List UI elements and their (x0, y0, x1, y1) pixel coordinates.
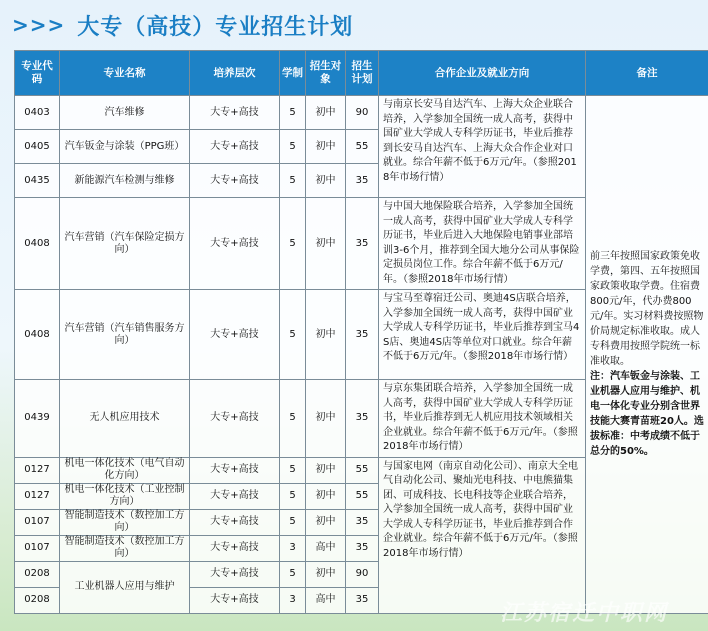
col-header-coop: 合作企业及就业方向 (379, 51, 586, 96)
col-header-duration: 学制 (280, 51, 306, 96)
cell-level: 大专+高技 (190, 164, 280, 198)
note-text: 前三年按照国家政策免收学费，第四、五年按照国家政策收取学费。住宿费800元/年，代办费800元/年。实习材料费按照物价局规定标准收取。成人专科费用按照学院统一标准收取。 (590, 251, 704, 368)
cell-name: 无人机应用技术 (60, 380, 190, 458)
cell-plan: 35 (346, 290, 379, 380)
cell-code: 0127 (15, 457, 60, 483)
cell-plan: 90 (346, 561, 379, 587)
cell-code: 0107 (15, 509, 60, 535)
cell-target: 初中 (306, 96, 346, 130)
cell-code: 0208 (15, 561, 60, 587)
cell-coop-sales: 与宝马至尊宿迁公司、奥迪4S店联合培养，入学参加全国统一成人高考，获得中国矿业大学成人专科学历证书，毕业后推荐到宝马4S店、奥迪4S店等单位对口就业。综合年薪不低于6万元/年。（参照2018年市场行情） (379, 290, 586, 380)
cell-target: 高中 (306, 587, 346, 613)
cell-target: 初中 (306, 561, 346, 587)
cell-duration: 5 (280, 380, 306, 458)
cell-duration: 5 (280, 457, 306, 483)
table-row (15, 96, 708, 130)
cell-code: 0127 (15, 483, 60, 509)
cell-code: 0408 (15, 198, 60, 290)
cell-code: 0107 (15, 535, 60, 561)
cell-plan: 35 (346, 380, 379, 458)
col-header-code: 专业代码 (15, 51, 60, 96)
cell-code: 0408 (15, 290, 60, 380)
cell-plan: 90 (346, 96, 379, 130)
cell-duration: 5 (280, 290, 306, 380)
cell-plan: 35 (346, 164, 379, 198)
cell-name: 汽车营销（汽车销售服务方向） (60, 290, 190, 380)
note-bold-text: 注：汽车钣金与涂装、工业机器人应用与维护、机电一体化专业分别含世界技能大赛青苗班20人。选拔标准：中考成绩不低于总分的50%。 (590, 371, 704, 458)
cell-coop-drone: 与京东集团联合培养，入学参加全国统一成人高考，获得中国矿业大学成人专科学历证书，毕业后推荐到无人机应用技术领域相关企业就业。综合年薪不低于6万元/年。（参照2018年市场行情） (379, 380, 586, 458)
cell-duration: 5 (280, 96, 306, 130)
cell-level: 大专+高技 (190, 561, 280, 587)
cell-level: 大专+高技 (190, 198, 280, 290)
cell-code: 0435 (15, 164, 60, 198)
cell-target: 初中 (306, 509, 346, 535)
cell-level: 大专+高技 (190, 290, 280, 380)
cell-target: 初中 (306, 164, 346, 198)
cell-name: 智能制造技术（数控加工方向） (60, 509, 190, 535)
cell-duration: 5 (280, 483, 306, 509)
cell-code: 0405 (15, 130, 60, 164)
cell-plan: 35 (346, 509, 379, 535)
cell-name: 汽车维修 (60, 96, 190, 130)
cell-name: 汽车营销（汽车保险定损方向） (60, 198, 190, 290)
cell-level: 大专+高技 (190, 587, 280, 613)
cell-duration: 3 (280, 587, 306, 613)
section-header (0, 0, 708, 50)
cell-duration: 5 (280, 130, 306, 164)
watermark: 江苏宿迁中职网 (499, 601, 668, 626)
cell-target: 初中 (306, 290, 346, 380)
cell-name: 汽车钣金与涂装（PPG班） (60, 130, 190, 164)
cell-duration: 5 (280, 198, 306, 290)
cell-level: 大专+高技 (190, 457, 280, 483)
col-header-note: 备注 (586, 51, 708, 96)
cell-level: 大专+高技 (190, 483, 280, 509)
col-header-level: 培养层次 (190, 51, 280, 96)
page-title: 大专（高技）专业招生计划 (77, 14, 354, 40)
table-header-row (15, 51, 708, 96)
cell-target: 初中 (306, 198, 346, 290)
cell-code: 0208 (15, 587, 60, 613)
cell-coop-electrical: 与国家电网（南京自动化公司）、南京大全电气自动化公司、聚灿光电科技、中电熊猫集团、可成科技、长电科技等企业联合培养，入学参加全国统一成人高考，获得中国矿业大学成人专科学历证书，毕业后推荐到合作企业就业。综合年薪不低于6万元/年。（参照2018年市场行情） (379, 457, 586, 613)
cell-plan: 55 (346, 130, 379, 164)
cell-name: 工业机器人应用与维护 (60, 561, 190, 613)
cell-plan: 55 (346, 483, 379, 509)
col-header-name: 专业名称 (60, 51, 190, 96)
cell-plan: 35 (346, 535, 379, 561)
cell-duration: 5 (280, 561, 306, 587)
cell-target: 高中 (306, 535, 346, 561)
cell-target: 初中 (306, 483, 346, 509)
col-header-target: 招生对象 (306, 51, 346, 96)
enrollment-table-wrap (14, 50, 708, 631)
cell-duration: 5 (280, 164, 306, 198)
cell-name: 机电一体化技术（电气自动化方向） (60, 457, 190, 483)
cell-name: 智能制造技术（数控加工方向） (60, 535, 190, 561)
cell-target: 初中 (306, 380, 346, 458)
cell-name: 新能源汽车检测与维修 (60, 164, 190, 198)
cell-level: 大专+高技 (190, 96, 280, 130)
enrollment-plan-table (14, 50, 708, 614)
cell-target: 初中 (306, 130, 346, 164)
cell-note (586, 96, 708, 614)
cell-level: 大专+高技 (190, 509, 280, 535)
cell-coop-auto-repair: 与南京长安马自达汽车、上海大众企业联合培养，入学参加全国统一成人高考，获得中国矿业大学成人专科学历证书，毕业后推荐到长安马自达汽车、上海大众合作企业对口就业。综合年薪不低于6万元/年。（参照2018年市场行情） (379, 96, 586, 198)
cell-level: 大专+高技 (190, 380, 280, 458)
header-arrows: >>> (12, 13, 66, 37)
cell-plan: 55 (346, 457, 379, 483)
cell-level: 大专+高技 (190, 130, 280, 164)
cell-target: 初中 (306, 457, 346, 483)
col-header-plan: 招生计划 (346, 51, 379, 96)
cell-plan: 35 (346, 587, 379, 613)
cell-code: 0439 (15, 380, 60, 458)
cell-code: 0403 (15, 96, 60, 130)
cell-name: 机电一体化技术（工业控制方向） (60, 483, 190, 509)
cell-plan: 35 (346, 198, 379, 290)
cell-coop-insurance: 与中国大地保险联合培养，入学参加全国统一成人高考，获得中国矿业大学成人专科学历证书，毕业后进入大地保险电销事业部培训3-6个月，推荐到全国大地分公司从事保险定损员岗位工作。综合年薪不低于6万元/年。（参照2018年市场行情） (379, 198, 586, 290)
cell-duration: 5 (280, 509, 306, 535)
cell-level: 大专+高技 (190, 535, 280, 561)
cell-duration: 3 (280, 535, 306, 561)
